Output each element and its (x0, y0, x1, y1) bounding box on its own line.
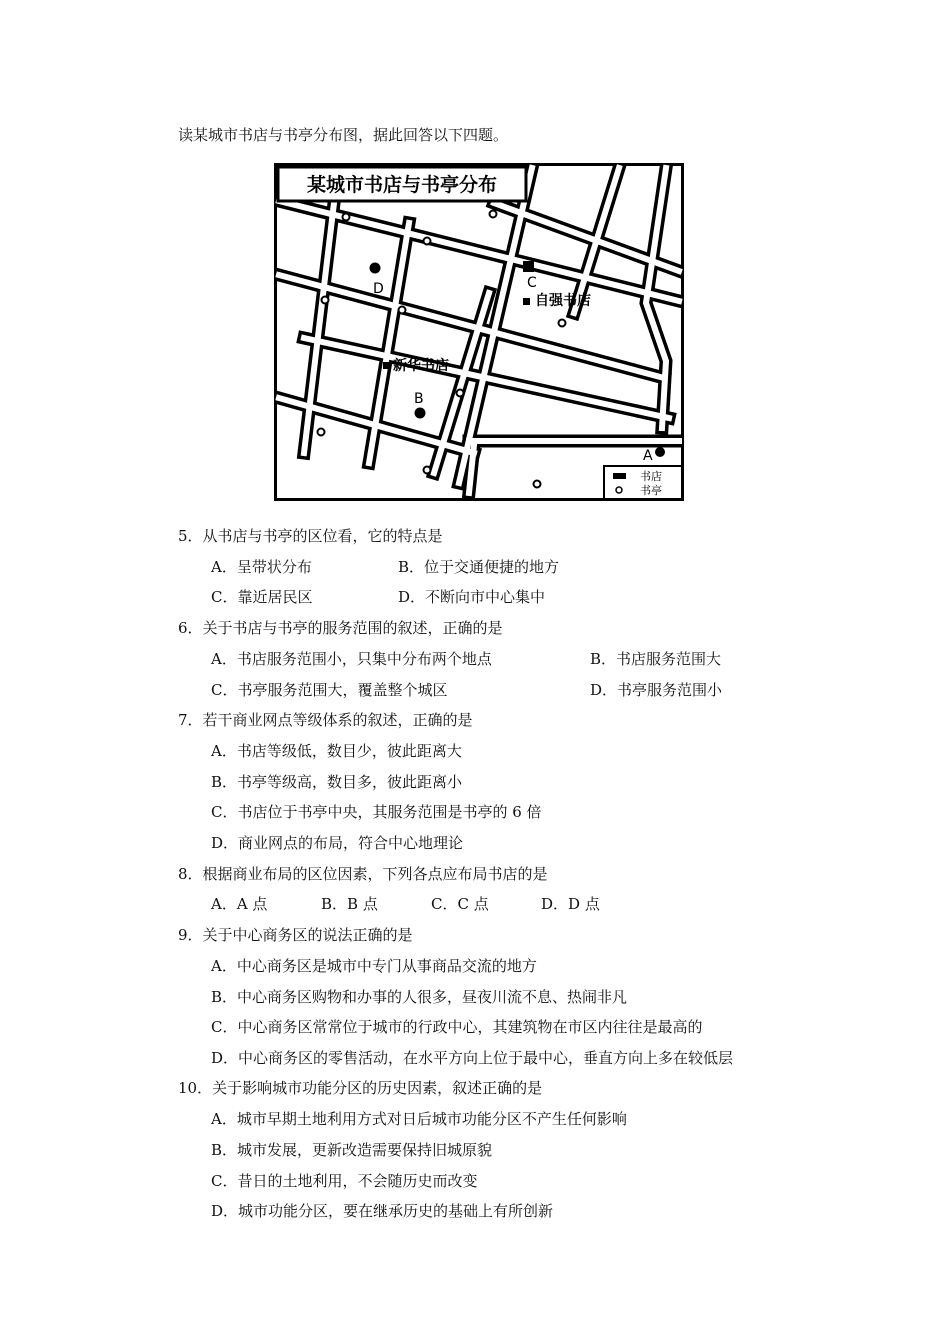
question-8: 8．根据商业布局的区位因素，下列各点应布局书店的是 (178, 865, 548, 883)
question-7: 7．若干商业网点等级体系的叙述，正确的是 (178, 711, 473, 729)
question-5: 5．从书店与书亭的区位看，它的特点是 (178, 527, 443, 545)
bookstore-marker-ziqiang (523, 298, 530, 305)
q8-option-d: D．D 点 (541, 895, 600, 913)
q5-option-b: B．位于交通便捷的地方 (398, 558, 560, 576)
q5-option-a: A．呈带状分布 (211, 558, 312, 576)
point-label-b: B (414, 391, 424, 407)
q6-option-a: A．书店服务范围小，只集中分布两个地点 (211, 650, 492, 668)
q6-option-b: B．书店服务范围大 (590, 650, 722, 668)
q6-option-d: D．书亭服务范围小 (590, 681, 723, 699)
q8-option-b: B．B 点 (321, 895, 378, 913)
q10-option-a: A．城市早期土地利用方式对日后城市功能分区不产生任何影响 (211, 1110, 627, 1128)
point-label-d: D (373, 281, 384, 297)
q9-option-b: B．中心商务区购物和办事的人很多，昼夜川流不息、热闹非凡 (211, 988, 628, 1006)
bookstore-map (274, 163, 684, 501)
q5-option-d: D．不断向市中心集中 (398, 588, 546, 606)
question-10: 10．关于影响城市功能分区的历史因素，叙述正确的是 (178, 1079, 543, 1097)
point-a-dot (655, 447, 665, 457)
point-label-c: C (527, 275, 537, 291)
q6-option-c: C．书亭服务范围大，覆盖整个城区 (211, 681, 448, 699)
q7-option-c: C．书店位于书亭中央，其服务范围是书亭的 6 倍 (211, 803, 542, 821)
point-label-a: A (643, 448, 653, 464)
q10-option-d: D．城市功能分区，要在继承历史的基础上有所创新 (211, 1202, 554, 1220)
store-label-ziqiang: 自强书店 (535, 293, 591, 309)
intro-text: 读某城市书店与书亭分布图，据此回答以下四题。 (178, 126, 509, 144)
q9-option-d: D．中心商务区的零售活动，在水平方向上位于最中心，垂直方向上多在较低层 (211, 1049, 734, 1067)
legend-store-label: 书店 (640, 470, 662, 483)
question-9: 9．关于中心商务区的说法正确的是 (178, 926, 413, 944)
q7-option-a: A．书店等级低，数目少，彼此距离大 (211, 742, 462, 760)
q8-option-a: A．A 点 (211, 895, 268, 913)
store-label-xinhua: 新华书店 (393, 358, 449, 374)
q9-option-c: C．中心商务区常常位于城市的行政中心，其建筑物在市区内往往是最高的 (211, 1018, 703, 1036)
bookstore-marker-xinhua (383, 362, 390, 369)
q7-option-d: D．商业网点的布局，符合中心地理论 (211, 834, 464, 852)
point-d-dot (370, 263, 381, 274)
q8-option-c: C．C 点 (431, 895, 489, 913)
q10-option-c: C．昔日的土地利用，不会随历史而改变 (211, 1172, 478, 1190)
map-title: 某城市书店与书亭分布 (306, 174, 498, 196)
legend-kiosk-label: 书亭 (640, 484, 662, 497)
point-b-dot (415, 408, 426, 419)
q5-option-c: C．靠近居民区 (211, 588, 313, 606)
q9-option-a: A．中心商务区是城市中专门从事商品交流的地方 (211, 957, 537, 975)
q10-option-b: B．城市发展，更新改造需要保持旧城原貌 (211, 1141, 493, 1159)
q7-option-b: B．书亭等级高，数目多，彼此距离小 (211, 773, 463, 791)
bookstore-marker-c (523, 261, 534, 272)
question-6: 6．关于书店与书亭的服务范围的叙述，正确的是 (178, 619, 503, 637)
